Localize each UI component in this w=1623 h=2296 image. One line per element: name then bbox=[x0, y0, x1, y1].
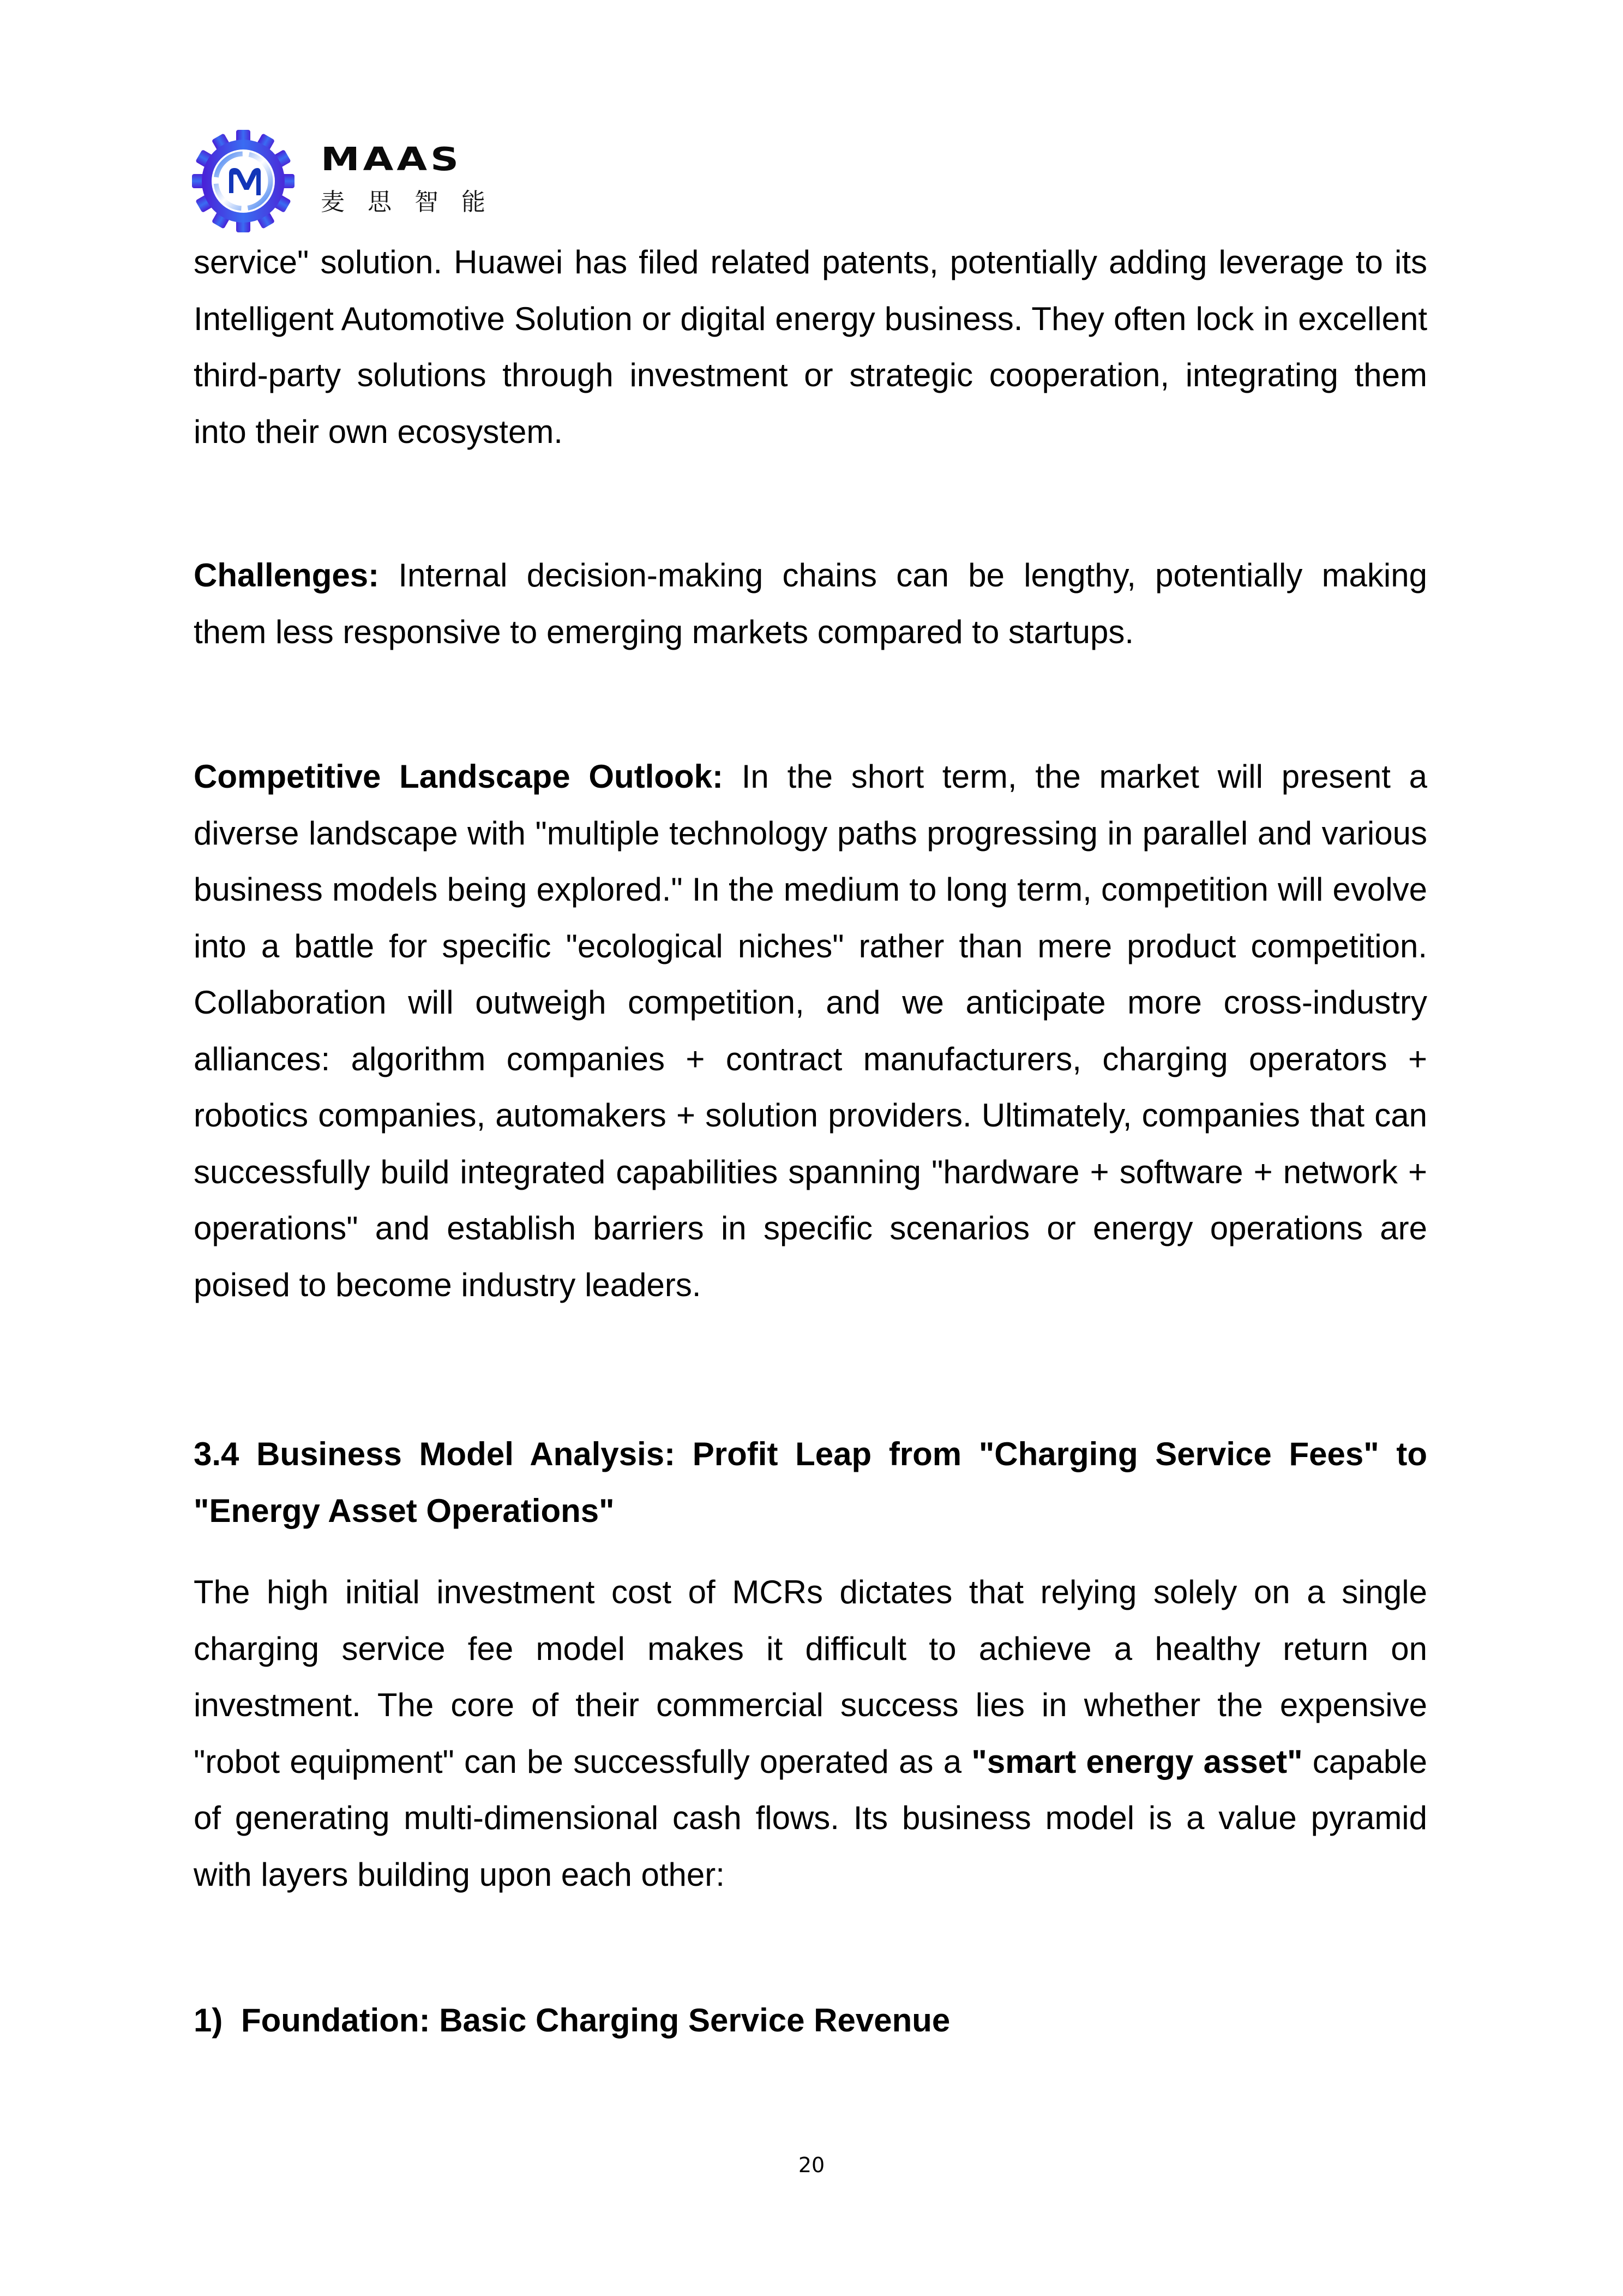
logo-wordmark: MAAS bbox=[321, 140, 462, 178]
business-model-text-after: capable of generating multi-dimensional cash flows. Its business model is a value pyramid with layers building upon each other: bbox=[194, 1743, 1427, 1893]
logo-chinese-name: 麦思智能 bbox=[321, 188, 508, 216]
subsection-heading-foundation bbox=[194, 1992, 1427, 2049]
paragraph-huawei-continued: service" solution. Huawei has filed related patents, potentially adding leverage to its Intelligent Automotive Solution or digital energy business. They often lock in excellent third-party solutions through investment or strategic cooperation, integrating them into their own ecosystem. bbox=[194, 244, 1427, 450]
paragraph-challenges bbox=[194, 547, 1427, 660]
challenges-text: Internal decision-making chains can be lengthy, potentially making them less responsive to emerging markets compared to startups. bbox=[194, 557, 1427, 650]
company-logo bbox=[192, 130, 508, 233]
subsection-title: Foundation: Basic Charging Service Revenue bbox=[241, 2002, 951, 2039]
business-model-text-before: The high initial investment cost of MCRs dictates that relying solely on a single charging service fee model makes it difficult to achieve a healthy return on investment. The core of their commercial success lies in whether the expensive "robot equipment" can be successfully operated as a bbox=[194, 1574, 1427, 1780]
section-heading-3-4: 3.4 Business Model Analysis: Profit Leap from "Charging Service Fees" to "Energy Asset Operations" bbox=[194, 1436, 1427, 1529]
competitive-outlook-text: In the short term, the market will present a diverse landscape with "multiple technology paths progressing in parallel and various business models being explored." In the medium to long term, competition will evolve into a battle for specific "ecological niches" rather than mere product competition. Collaboration will outweigh competition, and we anticipate more cross-industry alliances: algorithm companies + contract manufacturers, charging operators + robotics companies, automakers + solution providers. Ultimately, companies that can successfully build integrated capabilities spanning "hardware + software + network + operations" and establish barriers in specific scenarios or energy operations are poised to become industry leaders. bbox=[194, 758, 1427, 1303]
page-number: 20 bbox=[798, 2153, 825, 2177]
subsection-number: 1) bbox=[194, 2002, 223, 2039]
paragraph-competitive-outlook bbox=[194, 748, 1427, 1313]
challenges-label: Challenges: bbox=[194, 557, 380, 594]
competitive-outlook-label: Competitive Landscape Outlook: bbox=[194, 758, 723, 795]
paragraph-business-model bbox=[194, 1564, 1427, 1903]
gear-m-logo-icon bbox=[192, 130, 294, 232]
smart-energy-asset-emphasis: "smart energy asset" bbox=[971, 1743, 1303, 1780]
